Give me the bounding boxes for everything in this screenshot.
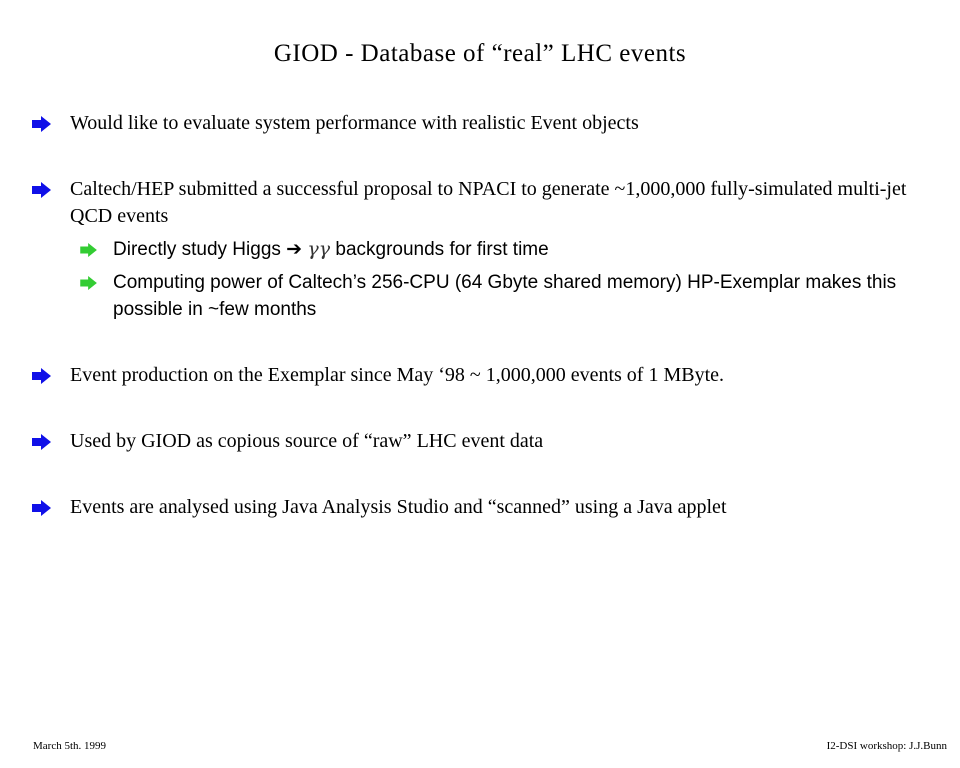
slide-title: GIOD - Database of “real” LHC events xyxy=(273,40,687,67)
bullet-item xyxy=(32,494,912,521)
arrow-right-icon xyxy=(32,110,70,137)
bullet-item xyxy=(32,110,912,137)
sub-bullet-text-part: backgrounds for first time xyxy=(335,239,549,260)
bullet-text: Used by GIOD as copious source of “raw” LHC event data xyxy=(70,430,544,452)
sub-bullet-text-part: Directly study Higgs xyxy=(113,239,281,260)
footer-date: March 5th. 1999 xyxy=(33,740,107,752)
arrow-right-icon xyxy=(32,494,70,521)
footer-author: I2-DSI workshop: J.J.Bunn xyxy=(826,740,947,752)
sub-bullet-item xyxy=(80,236,920,263)
sub-bullet-text xyxy=(113,236,920,263)
arrow-right-icon xyxy=(80,269,113,296)
bullet-text: Would like to evaluate system performance with realistic Event objects xyxy=(70,112,639,134)
bullet-item xyxy=(32,176,912,230)
arrow-right-icon xyxy=(32,362,70,389)
bullet-item xyxy=(32,362,912,389)
arrow-right-icon xyxy=(80,236,113,263)
sub-bullet-item xyxy=(80,269,920,323)
gamma-symbol: γγ xyxy=(307,238,331,260)
arrow-right-icon xyxy=(32,176,70,203)
arrow-symbol: ➔ xyxy=(286,238,303,260)
bullet-item xyxy=(32,428,912,455)
bullet-text: Events are analysed using Java Analysis Studio and “scanned” using a Java applet xyxy=(70,496,727,518)
bullet-text: Caltech/HEP submitted a successful proposal to NPACI to generate ~1,000,000 fully-simulated multi-jet QCD events xyxy=(70,178,907,227)
arrow-right-icon xyxy=(32,428,70,455)
sub-bullet-text: Computing power of Caltech’s 256-CPU (64 Gbyte shared memory) HP-Exemplar makes this possible in ~few months xyxy=(113,272,897,320)
bullet-text: Event production on the Exemplar since May ‘98 ~ 1,000,000 events of 1 MByte. xyxy=(70,364,725,386)
